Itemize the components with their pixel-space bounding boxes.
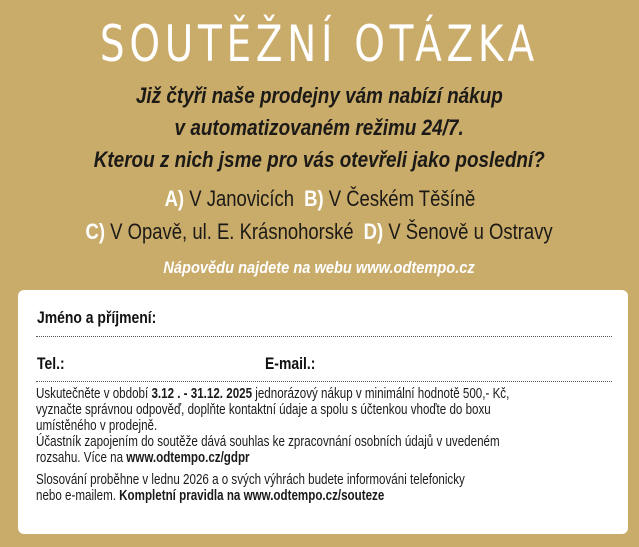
answer-text: V Janovicích [188, 186, 294, 211]
answer-option-c[interactable] [86, 219, 354, 244]
answer-letter: B) [303, 186, 324, 211]
question-line: Kterou z nich jsme pro vás otevřeli jako poslední? [93, 147, 546, 172]
email-label: E-mail.: [265, 354, 316, 373]
answer-letter: A) [164, 186, 184, 211]
hint-text: Nápovědu najdete na webu www.odtempo.cz [163, 258, 476, 277]
contest-title: SOUTĚŽNÍ OTÁZKA [100, 15, 539, 73]
question-line: Již čtyři naše prodejny vám nabízí nákup [136, 83, 503, 108]
answer-option-b[interactable] [304, 186, 475, 211]
phone-email-input-line[interactable] [36, 381, 612, 382]
phone-label: Tel.: [37, 354, 65, 373]
answer-options [0, 182, 639, 248]
rules-link[interactable]: Kompletní pravidla na www.odtempo.cz/souteze [119, 488, 385, 504]
rules-paragraph-3: Slosování proběhne v lednu 2026 a o svých výhrách budete informováni telefonicky nebo e-mailem. Kompletní pravidla na www.odtempo.cz/souteze [36, 472, 465, 504]
name-label: Jméno a příjmení: [37, 308, 157, 327]
rules-paragraph-1: Uskutečněte v období 3.12 . - 31.12. 2025 jednorázový nákup v minimální hodnotě 500,- Kč, vyznačte správnou odpověď, doplňte kontaktní údaje a spolu s účtenkou vhoďte do boxu umístěného v prodejně. [36, 386, 510, 434]
answer-option-a[interactable] [164, 186, 293, 211]
gdpr-link[interactable]: www.odtempo.cz/gdpr [126, 450, 250, 466]
contest-question [0, 80, 639, 176]
answer-letter: D) [364, 219, 384, 244]
rules-paragraph-2: Účastník zapojením do soutěže dává souhlas ke zpracovnání osobních údajů v uvedeném rozsahu. Více na www.odtempo.cz/gdpr [36, 434, 500, 466]
answer-text: V Opavě, ul. E. Krásnohorské [110, 219, 355, 244]
answer-text: V Šenově u Ostravy [388, 219, 554, 244]
answer-text: V Českém Těšíně [328, 186, 475, 211]
answer-option-d[interactable] [364, 219, 553, 244]
answer-letter: C) [85, 219, 106, 244]
name-input-line[interactable] [36, 336, 612, 337]
question-line: v automatizovaném režimu 24/7. [174, 115, 465, 140]
entry-form-panel [18, 290, 628, 534]
